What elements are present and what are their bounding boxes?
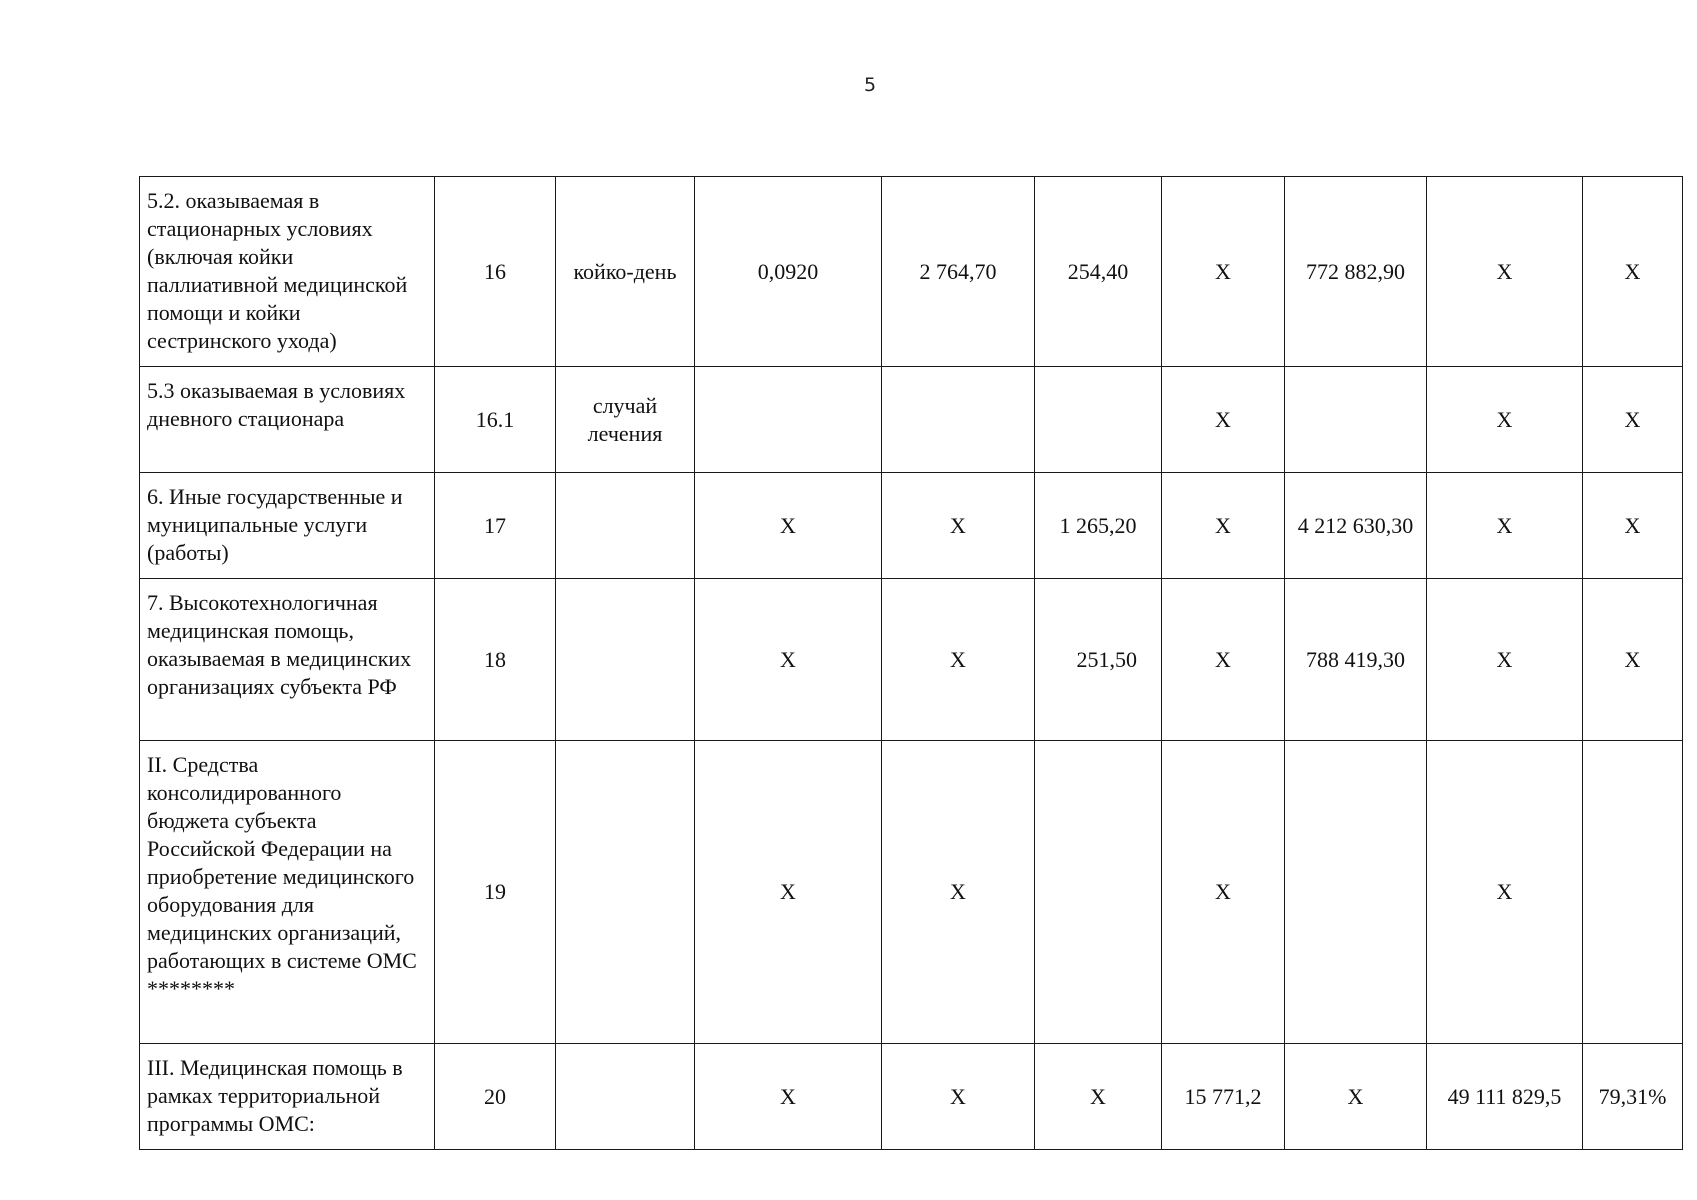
row-value-7: Х: [1162, 579, 1285, 741]
page-number: 5: [863, 74, 877, 96]
row-value-8: 772 882,90: [1285, 177, 1427, 367]
row-value-8: 4 212 630,30: [1285, 473, 1427, 579]
row-code: 17: [435, 473, 556, 579]
row-value-5: Х: [882, 741, 1035, 1044]
row-value-7: Х: [1162, 473, 1285, 579]
row-value-4: Х: [695, 1044, 882, 1150]
row-name: 7. Высокотехнологичная медицинская помощь, оказываемая в медицинских организациях субъекта РФ: [140, 579, 435, 741]
table-row: [140, 367, 1683, 473]
row-unit: [556, 473, 695, 579]
row-value-10: 79,31%: [1583, 1044, 1683, 1150]
row-value-8: [1285, 741, 1427, 1044]
row-value-6: 1 265,20: [1035, 473, 1162, 579]
row-unit: [556, 1044, 695, 1150]
table-row: [140, 177, 1683, 367]
table-row: [140, 1044, 1683, 1150]
row-value-5: Х: [882, 1044, 1035, 1150]
row-value-7: Х: [1162, 741, 1285, 1044]
row-code: 19: [435, 741, 556, 1044]
row-value-9: 49 111 829,5: [1427, 1044, 1583, 1150]
row-value-5: [882, 367, 1035, 473]
row-value-7: Х: [1162, 177, 1285, 367]
row-value-7: 15 771,2: [1162, 1044, 1285, 1150]
row-unit: случай лечения: [556, 367, 695, 473]
row-unit: [556, 579, 695, 741]
row-name: III. Медицинская помощь в рамках территориальной программы ОМС:: [140, 1044, 435, 1150]
row-value-10: Х: [1583, 579, 1683, 741]
row-code: 16.1: [435, 367, 556, 473]
row-value-6: 254,40: [1035, 177, 1162, 367]
row-code: 16: [435, 177, 556, 367]
row-value-9: Х: [1427, 579, 1583, 741]
row-value-4: 0,0920: [695, 177, 882, 367]
table-row: [140, 579, 1683, 741]
row-name: 5.3 оказываемая в условиях дневного стационара: [140, 367, 435, 473]
row-value-8: Х: [1285, 1044, 1427, 1150]
data-table: [139, 176, 1683, 1150]
row-value-4: Х: [695, 473, 882, 579]
row-value-4: [695, 367, 882, 473]
row-code: 18: [435, 579, 556, 741]
row-value-9: Х: [1427, 473, 1583, 579]
row-value-4: Х: [695, 741, 882, 1044]
table-row: [140, 473, 1683, 579]
row-name: 5.2. оказываемая в стационарных условиях (включая койки паллиативной медицинской помощи и койки сестринского ухода): [140, 177, 435, 367]
row-value-5: Х: [882, 473, 1035, 579]
row-value-9: Х: [1427, 177, 1583, 367]
row-value-10: Х: [1583, 177, 1683, 367]
row-unit: [556, 741, 695, 1044]
row-value-7: Х: [1162, 367, 1285, 473]
row-value-6: Х: [1035, 1044, 1162, 1150]
row-value-9: Х: [1427, 741, 1583, 1044]
row-name: 6. Иные государственные и муниципальные услуги (работы): [140, 473, 435, 579]
row-value-8: [1285, 367, 1427, 473]
row-value-5: Х: [882, 579, 1035, 741]
row-unit: койко-день: [556, 177, 695, 367]
row-value-6: [1035, 367, 1162, 473]
row-value-5: 2 764,70: [882, 177, 1035, 367]
row-value-6: 251,50: [1035, 579, 1162, 741]
row-value-10: [1583, 741, 1683, 1044]
row-code: 20: [435, 1044, 556, 1150]
row-name: II. Средства консолидированного бюджета субъекта Российской Федерации на приобретение медицинского оборудования для медицинских организаций, работающих в системе ОМС ********: [140, 741, 435, 1044]
table-row: [140, 741, 1683, 1044]
row-value-4: Х: [695, 579, 882, 741]
row-value-6: [1035, 741, 1162, 1044]
row-value-10: Х: [1583, 367, 1683, 473]
row-value-9: Х: [1427, 367, 1583, 473]
row-value-8: 788 419,30: [1285, 579, 1427, 741]
row-value-10: Х: [1583, 473, 1683, 579]
